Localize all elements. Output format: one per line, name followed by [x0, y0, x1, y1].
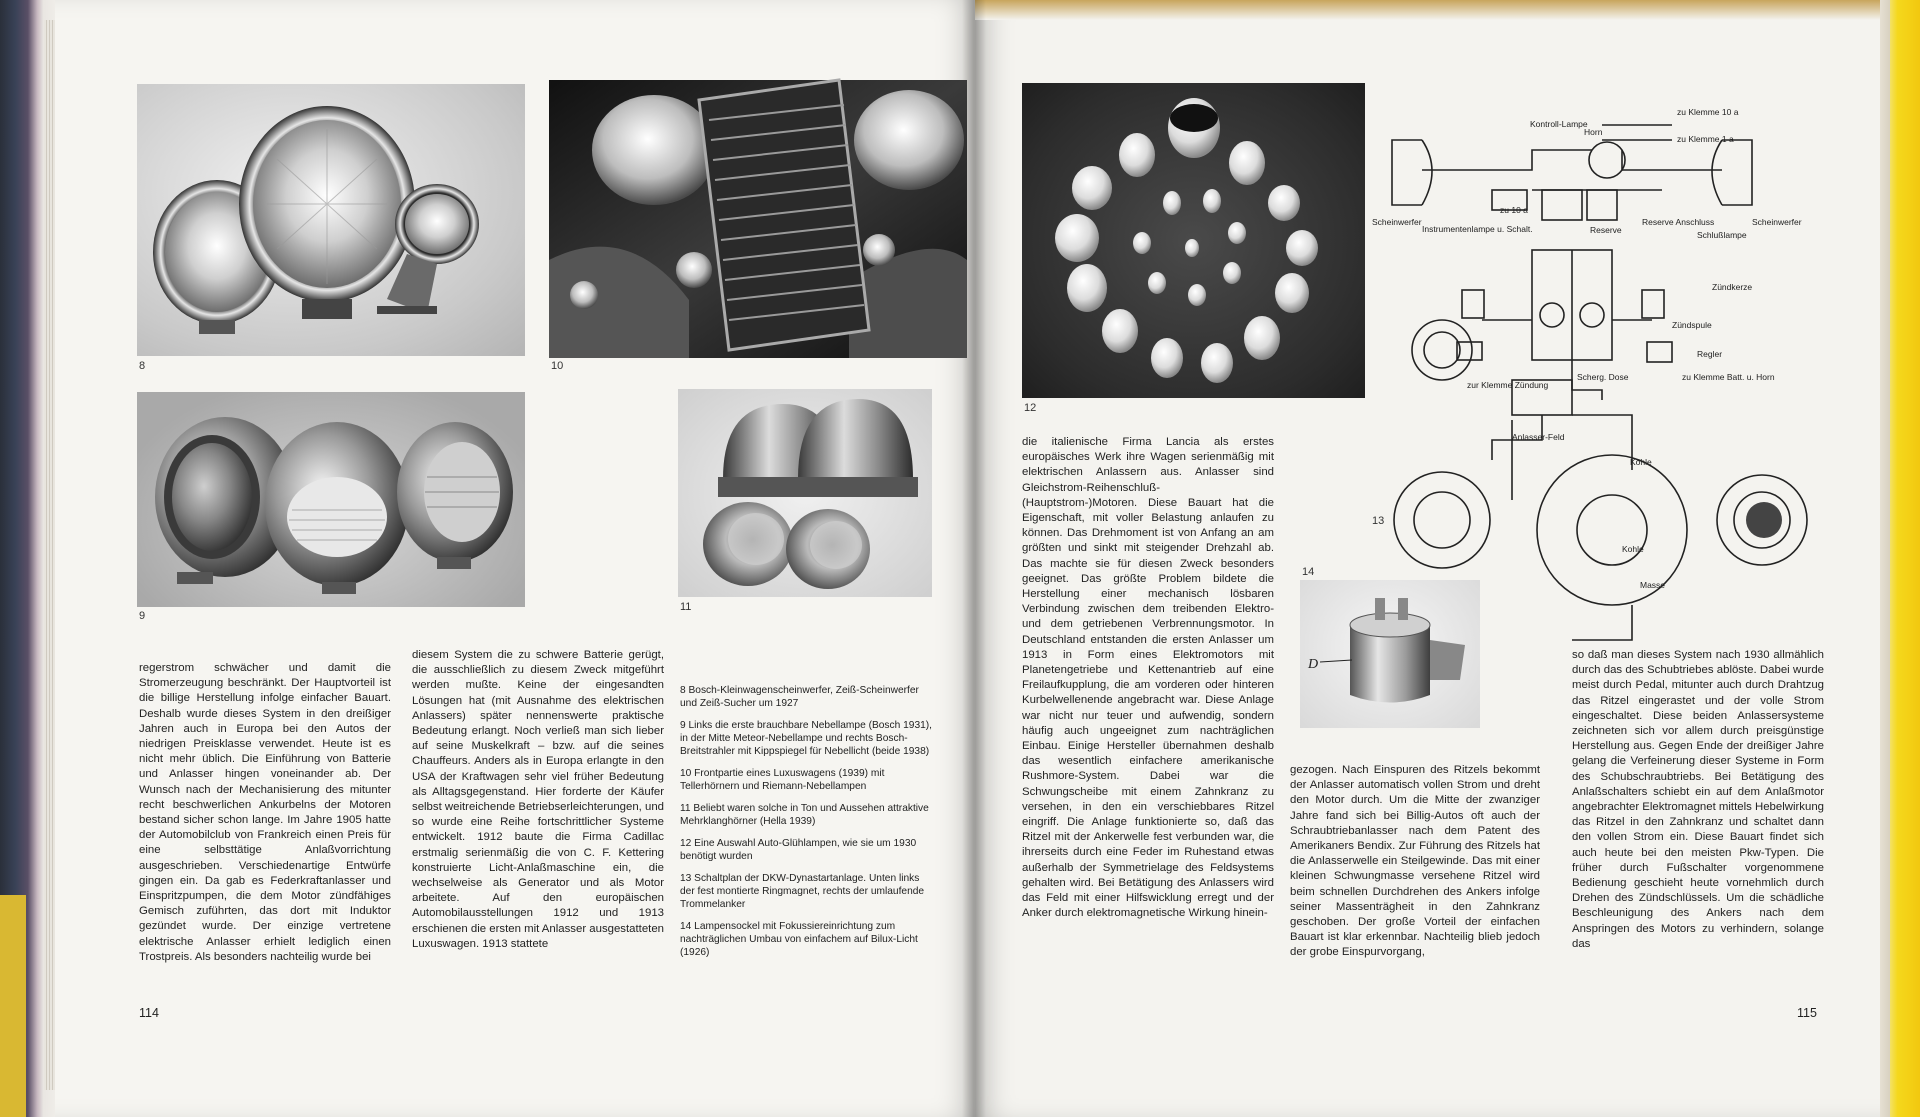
- figure-11-photo: [678, 389, 932, 597]
- diagram-label-zuendspule: Zündspule: [1672, 320, 1712, 330]
- diagram-label-kontroll-lampe: Kontroll-Lampe: [1530, 119, 1588, 129]
- headlamps-illustration: [137, 84, 525, 356]
- figure-10-photo: [549, 80, 967, 358]
- caption-11: 11 Beliebt waren solche in Ton und Aussehen attraktive Mehrklanghörner (Hella 1939): [680, 803, 929, 827]
- diagram-label-reserve: Reserve: [1590, 225, 1622, 235]
- diagram-label-kohle-top: Kohle: [1630, 457, 1652, 467]
- captions-column: [680, 684, 932, 968]
- left-page-text-column-1: regerstrom schwächer und damit die Stromerzeugung beschränkt. Der Hauptvorteil ist die billige Herstellung infolge einfacher Bauart. Deshalb wurde dieses System in den dreißiger Jahren auch in Europa bei den Autos der niedrigen Preisklasse verwendet. Heute ist es nicht mehr üblich. Die Einführung von Batterie und Anlasser hingen voneinander ab. Der Wunsch nach der Mechanisierung des mitunter recht beschwerlichen Ankurbelns der Motoren bestand sicher schon lange. Im Jahre 1905 hatte der Automobilclub von Frankreich einen Preis für eine selbsttätige Anlaßvorrichtung ausgeschrieben. Verschiedenartige Entwürfe gingen ein. Da gab es Federkraftanlasser und Einspritzpumpen, die dem Motor zündfähiges Gemisch zuführten, das dort mit Induktor gezündet wurde. Der einzige vertretene elektrische Anlasser erhielt lediglich einen Trostpreis. Als besonders nachteilig wurde bei: [139, 662, 391, 963]
- book-cover-left-edge: [0, 895, 26, 1117]
- figure-14-number: 14: [1302, 566, 1315, 578]
- caption-10: 10 Frontpartie eines Luxuswagens (1939) mit Tellerhörnern und Riemann-Nebellampen: [680, 768, 885, 792]
- left-page-text-column-2: diesem System die zu schwere Batterie gerügt, die ausschließlich zu diesem Zweck mitgeführt werden mußte. Keine der eingesandten Lösungen hat (mit Ausnahme des elektrischen Anlassers) später nennenswerte praktische Bedeutung erlangt. Noch verließ man sich lieber auf seine Muskelkraft – bzw. auf die seines Chauffeurs. Anders als in Europa erlangte in den USA der Kraftwagen sehr viel früher Bedeutung als Alltagsgegenstand. Hier forderte der Käufer selbst weitreichende Betriebserleichterungen, und so wurde eine Reihe fortschrittlicher Systeme entwickelt. 1912 baute die Firma Cadillac erstmalig serienmäßig die von C. F. Kettering konstruierte Licht-Anlaßmaschine ein, die wechselweise als Generator und als Motor arbeitete. Auf den europäischen Automobilausstellungen 1912 und 1913 erschienen die ersten mit Anlasser ausgestatteten Luxuswagen. 1913 stattete: [412, 649, 665, 950]
- wiring-diagram-drawing: [1372, 80, 1812, 590]
- fog-lamps-illustration: [137, 392, 525, 607]
- diagram-label-zu-klemme-batt: zu Klemme Batt. u. Horn: [1682, 372, 1775, 382]
- diagram-label-schlusslampe: Schlußlampe: [1697, 230, 1747, 240]
- caption-14: 14 Lampensockel mit Fokussiereinrichtung zum nachträglichen Umbau von einfachem auf Bilux-Licht (1926): [680, 921, 918, 958]
- lamp-socket-illustration: [1300, 580, 1480, 728]
- diagram-label-zu-klemme-1a: zu Klemme 1 a: [1677, 134, 1734, 144]
- caption-13: 13 Schaltplan der DKW-Dynastartanlage. Unten links der fest montierte Ringmagnet, rechts der umlaufende Trommelanker: [680, 873, 925, 910]
- figure-11-number: 11: [680, 601, 692, 613]
- figure-14-photo: [1300, 580, 1480, 728]
- figure-13-number: 13: [1372, 515, 1385, 527]
- right-page-text-column-2: gezogen. Nach Einspuren des Ritzels bekommt der Anlasser automatisch vollen Strom und dreht den Motor durch. Um die Mitte der zwanziger Jahre fand sich bei Billig-Autos oft auch der Schraubtriebanlasser nach dem Patent des Amerikaners Bendix. Zur Führung des Ritzels hat die Anlasserwelle ein Steilgewinde. Das mit einer kleinen Schwungmasse versehene Ritzel wird beim schnellen Durchdrehen des Ankers infolge seiner Massenträgheit in den Zahnkranz geschoben. Der große Vorteil der einfachen Bauart ist klar erkennbar. Nachteilig blieb jedoch der grobe Einspurvorgang,: [1290, 764, 1540, 959]
- figure-10-number: 10: [551, 360, 564, 372]
- caption-9: 9 Links die erste brauchbare Nebellampe (Bosch 1931), in der Mitte Meteor-Nebellampe und rechts Bosch-Breitstrahler mit Kippspiegel für Nebellicht (beide 1938): [680, 720, 933, 757]
- diagram-label-horn: Horn: [1584, 127, 1603, 137]
- diagram-label-zur-klemme-zuendung: zur Klemme Zündung: [1467, 380, 1549, 390]
- horns-illustration: [678, 389, 932, 597]
- right-page-top-edge: [975, 0, 1880, 20]
- right-page-text-column-3: so daß man dieses System nach 1930 allmählich durch das des Schubtriebes ablöste. Dabei wurde meist durch Pedal, mitunter auch durch Drahtzug das Ritzel eingerastet und der volle Strom eingeschaltet. Diese beiden Anlassersysteme zeichneten sich vor allem durch preisgünstige Herstellung aus. Gegen Ende der dreißiger Jahre gelang die Verfeinerung dieser Systeme in Form des Schubschraubtriebs. Bei Betätigung des Anlaßschalters schiebt ein auf dem Anlaßmotor angebrachter Elektromagnet mittels Hebelwirkung das Ritzel in den Zahnkranz und schaltet dann den vollen Strom ein. Diese Bauart findet sich auch heute bei den meisten Pkw-Typen. Die früher durch Fußschalter vorgenommene Bedienung geschieht heute vornehmlich durch Drehen des Zündschlüssels. Um die schädliche Beschleunigung des Ankers nach dem Anspringen des Motors zu verhindern, solange das: [1572, 649, 1824, 950]
- right-page-text-column-1: die italienische Firma Lancia als erstes europäisches Werk ihre Wagen serienmäßig mit elektrischen Anlassern aus. Anlasser sind Gleichstrom-Reihenschluß-(Hauptstrom-)Motoren. Diese Bauart hat die Eigenschaft, mit voller Belastung anlaufen zu können. Das Drehmoment ist von Anfang an am größten und sinkt mit steigender Drehzahl ab. Das machte sie für diesen Zweck besonders geeignet. Das größte Problem bildete die Herstellung einer mechanisch lösbaren Verbindung zwischen dem treibenden Elektro- und dem getriebenen Verbrennungsmotor. In Deutschland entstanden die ersten Anlasser um 1913 in Form eines Elektromotors mit Planetengetriebe und Kettenantrieb auf eine Freilaufkupplung, die am vorderen oder hinteren Kurbelwellenende angebracht war. Diese Anlage war nicht nur teuer und aufwendig, sondern häufig auch ungeeignet zum nachträglichen Einbau. Einige Hersteller übernahmen deshalb das wesentlich einfachere amerikanische Rushmore-System. Dabei war die Schwungscheibe mit einem Zahnkranz zu versehen, in den ein verschiebbares Ritzel eingriff. Die Anlage funktionierte so, daß das Ritzel mit der Ankerwelle fest verbunden war, die ihrerseits durch eine Feder im Ruhestand etwas außerhalb der Symmetrielage des Feldsystems gehalten wird. Bei Betätigung des Anlassers wird das Feld mit einer Hilfswicklung erregt und der Anker durch elektromagnetische Wirkung hinein-: [1022, 436, 1274, 920]
- diagram-label-regler: Regler: [1697, 349, 1723, 359]
- diagram-label-scherg-dose: Scherg. Dose: [1577, 372, 1629, 382]
- figure-9-photo: [137, 392, 525, 607]
- figure-8-photo: [137, 84, 525, 356]
- figure-8-number: 8: [139, 360, 146, 372]
- page-number-right: 115: [1797, 1006, 1817, 1020]
- light-bulbs-illustration: [1022, 83, 1365, 398]
- diagram-label-kohle-bottom: Kohle: [1622, 544, 1644, 554]
- book-cover-right: [1888, 0, 1920, 1117]
- socket-label-d: D: [1308, 657, 1319, 672]
- figure-13-wiring-diagram: [1372, 80, 1812, 590]
- caption-8: 8 Bosch-Kleinwagenscheinwerfer, Zeiß-Scheinwerfer und Zeiß-Sucher um 1927: [680, 685, 919, 709]
- diagram-label-anlasser-feld: Anlasser-Feld: [1512, 432, 1565, 442]
- caption-12: 12 Eine Auswahl Auto-Glühlampen, wie sie um 1930 benötigt wurden: [680, 838, 917, 862]
- diagram-label-zu-klemme-10a: zu Klemme 10 a: [1677, 107, 1739, 117]
- diagram-label-masse: Masse: [1640, 580, 1666, 590]
- diagram-label-reserve-anschluss: Reserve Anschluss: [1642, 217, 1715, 227]
- car-front-illustration: [549, 80, 967, 358]
- figure-12-photo: [1022, 83, 1365, 398]
- page-number-left: 114: [139, 1006, 159, 1020]
- figure-9-number: 9: [139, 610, 146, 622]
- diagram-label-instrumentenlampe: Instrumentenlampe u. Schalt.: [1422, 224, 1533, 234]
- diagram-label-scheinwerfer-left: Scheinwerfer: [1372, 217, 1422, 227]
- diagram-label-zuendkerze: Zündkerze: [1712, 282, 1753, 292]
- diagram-label-scheinwerfer-right: Scheinwerfer: [1752, 217, 1802, 227]
- diagram-label-zu-10a: zu 10 a: [1500, 205, 1528, 215]
- figure-12-number: 12: [1024, 402, 1037, 414]
